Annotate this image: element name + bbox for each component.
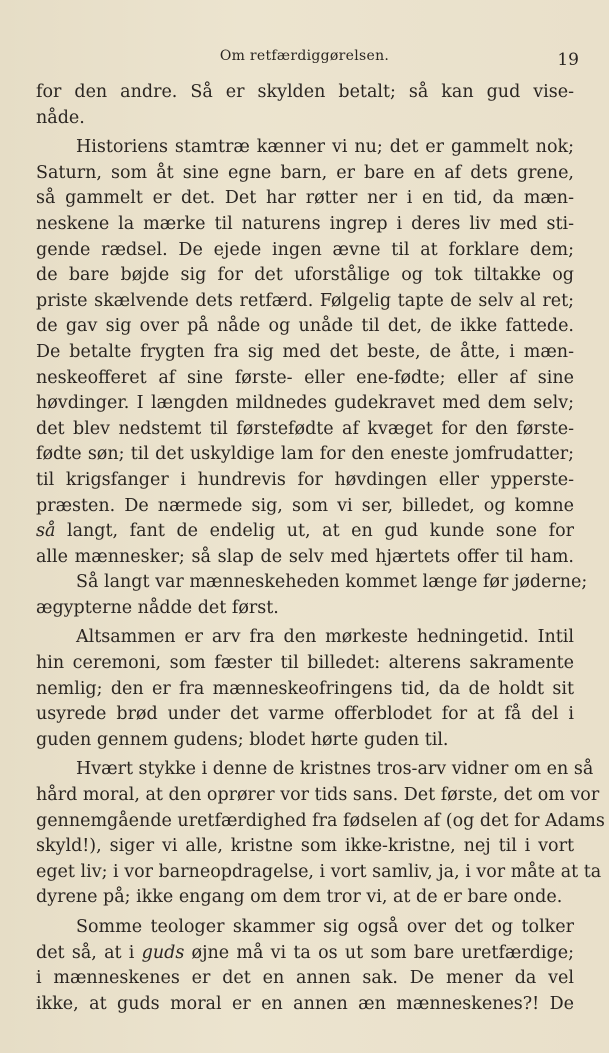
text-line: gende rædsel. De ejede ingen ævne til at forklare dem; (36, 239, 574, 260)
text-line: for den andre. Så er skylden betalt; så kan gud vise- (36, 82, 574, 102)
text-line: det blev nedstemt til førstefødte af kvæget for den første- (36, 418, 574, 439)
text-line: hin ceremoni, som fæster til billedet: alterens sakramente (36, 653, 574, 674)
text-line: usyrede brød under det varme offerblodet for at få del i (36, 704, 574, 725)
text-line: præsten. De nærmede sig, som vi ser, billedet, og komne (36, 495, 574, 516)
text-line: priste skælvende dets retfærd. Følgelig tapte de selv al ret; (36, 290, 574, 311)
text-line: dyrene på; ikke engang om dem tror vi, at de er bare onde. (36, 887, 563, 908)
text-line: nåde. (36, 107, 85, 128)
text-line: så gammelt er det. Det har røtter ner i en tid, da mæn- (36, 188, 574, 209)
text-line: Så langt var mænneskeheden kommet længe før jøderne; (76, 572, 588, 593)
text-line: eget liv; i vor barneopdragelse, i vort samliv, ja, i vor måte at ta (36, 861, 602, 882)
text-line: gennemgående uretfærdighed fra fødselen af (og det for Adams (36, 810, 605, 831)
text-line: nemlig; den er fra mænneskeofringens tid, da de holdt sit (36, 678, 574, 699)
text-line: høvdinger. I længden mildnedes gudekravet med dem selv; (36, 393, 574, 414)
text-line: så langt, fant de endelig ut, at en gud kunde sone for (36, 521, 574, 542)
page-number: 19 (557, 50, 579, 70)
text-line: de gav sig over på nåde og unåde til det, de ikke fattede. (36, 316, 574, 337)
text-line: Historiens stamtræ kænner vi nu; det er gammelt nok; (76, 137, 574, 158)
text-line: skyld!), siger vi alle, kristne som ikke-kristne, nej til i vort (36, 836, 574, 857)
text-line: fødte søn; til det uskyldige lam for den eneste jomfrudatter; (36, 444, 574, 465)
text-line: Somme teologer skammer sig også over det og tolker (76, 917, 574, 937)
text-line: i mænneskenes er det en annen sak. De mener da vel (36, 968, 574, 989)
running-title: Om retfærdiggørelsen. (219, 48, 390, 64)
text-line: Saturn, som åt sine egne barn, er bare en af dets grene, (36, 162, 574, 183)
text-line: Altsammen er arv fra den mørkeste hedningetid. Intil (76, 627, 574, 648)
text-line: hård moral, at den oprører vor tids sans. Det første, det om vor (36, 785, 600, 806)
text-line: det så, at i guds øjne må vi ta os ut som bare uretfærdige; (36, 942, 574, 963)
text-line: Hvært stykke i denne de kristnes tros-arv vidner om en så (76, 759, 594, 780)
text-line: guden gennem gudens; blodet hørte guden til. (36, 729, 449, 750)
text-line: De betalte frygten fra sig med det beste, de åtte, i mæn- (36, 341, 574, 362)
text-line: de bare bøjde sig for det uforstålige og tok tiltakke og (36, 265, 574, 286)
text-line: neskeofferet af sine første- eller ene-fødte; eller af sine (36, 367, 574, 388)
text-line: ikke, at guds moral er en annen æn mænneskenes?! De (36, 993, 574, 1014)
text-line: alle mænnesker; så slap de selv med hjærtets offer til ham. (36, 546, 574, 567)
text-line: ægypterne nådde det først. (36, 597, 279, 618)
body-text (36, 80, 605, 1017)
text-line: til krigsfanger i hundrevis for høvdingen eller ypperste- (36, 469, 574, 490)
page-header (0, 48, 609, 70)
text-line: neskene la mærke til naturens ingrep i deres liv med sti- (36, 213, 574, 234)
